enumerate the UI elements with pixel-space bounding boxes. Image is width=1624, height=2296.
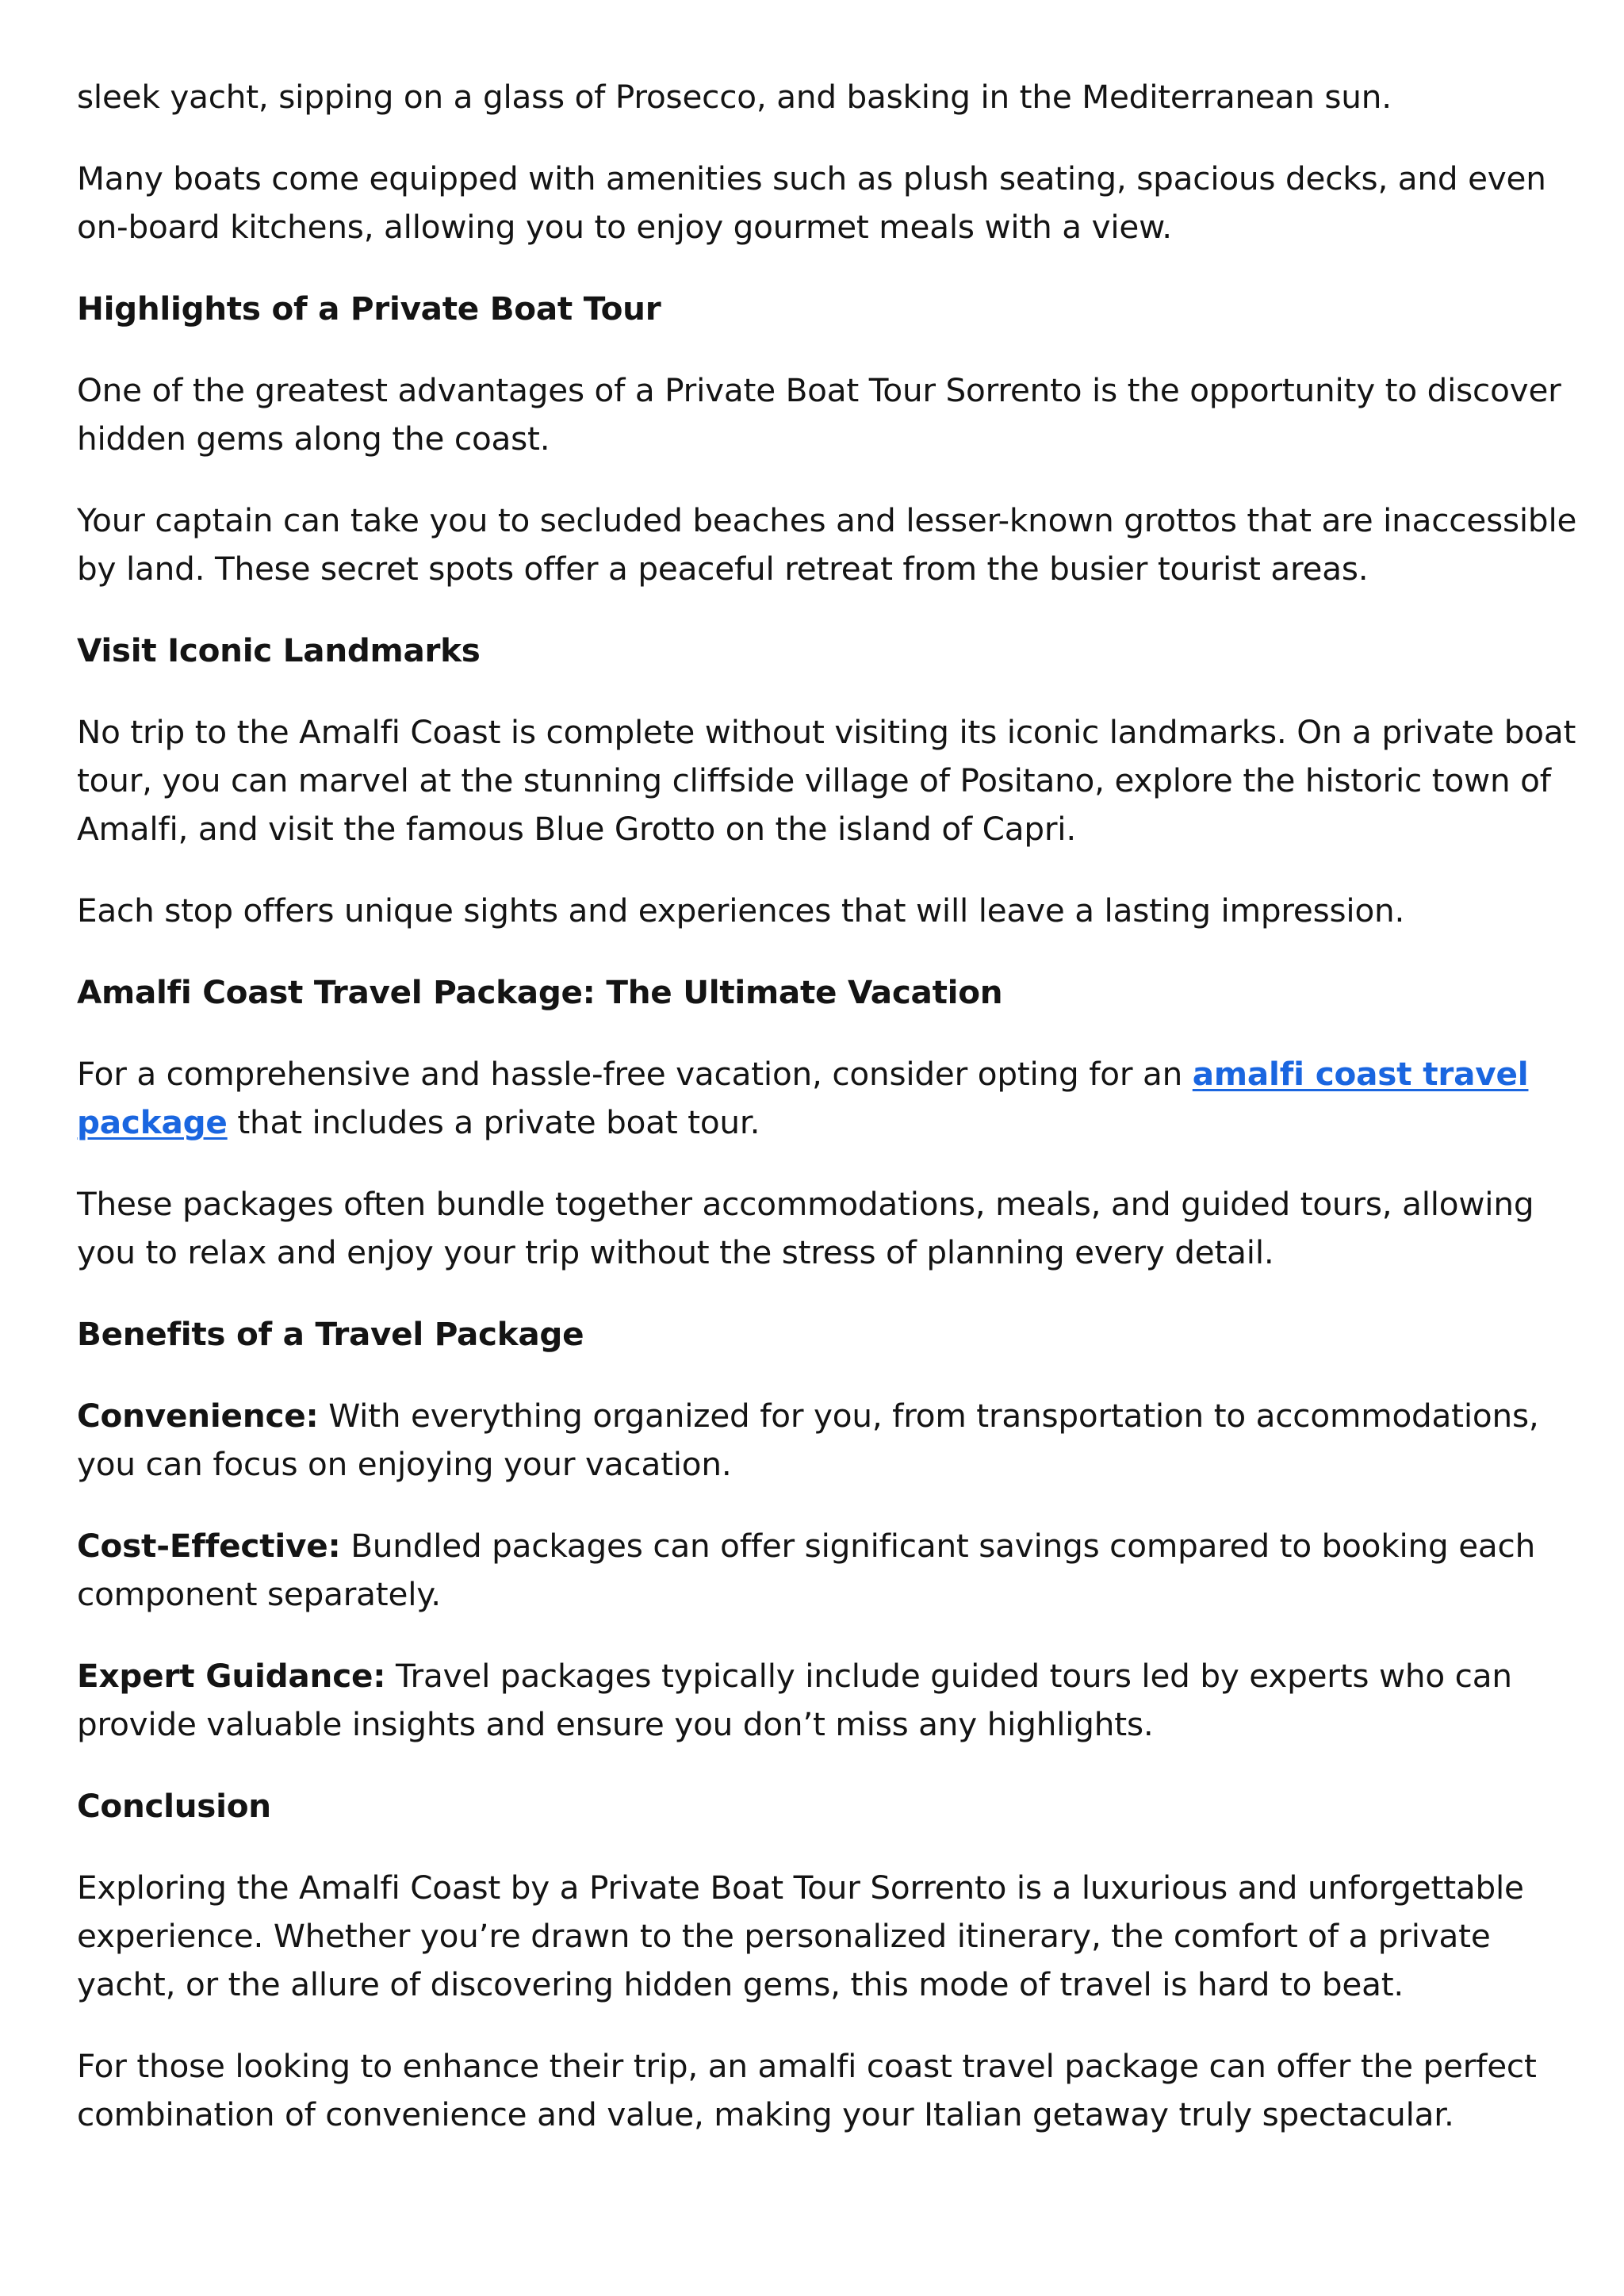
package-heading: Amalfi Coast Travel Package: The Ultimate Vacation bbox=[77, 973, 1003, 1011]
benefit-item-convenience bbox=[77, 1392, 1584, 1489]
benefit-label: Cost-Effective: bbox=[77, 1527, 341, 1565]
package-paragraph-1-before: For a comprehensive and hassle-free vacation, consider opting for an bbox=[77, 1055, 1193, 1093]
amenities-paragraph: Many boats come equipped with amenities such as plush seating, spacious decks, and even on-board kitchens, allowing you to enjoy gourmet meals with a view. bbox=[77, 159, 1546, 246]
benefit-label: Expert Guidance: bbox=[77, 1657, 386, 1695]
package-paragraph-2: These packages often bundle together accommodations, meals, and guided tours, allowing you to relax and enjoy your trip without the stress of planning every detail. bbox=[77, 1185, 1534, 1271]
package-paragraph-1 bbox=[77, 1050, 1584, 1147]
highlights-heading: Highlights of a Private Boat Tour bbox=[77, 289, 661, 328]
conclusion-paragraph-1: Exploring the Amalfi Coast by a Private Boat Tour Sorrento is a luxurious and unforgettable experience. Whether you’re drawn to the personalized itinerary, the comfort of a private yacht, or the allure of discovering hidden gems, this mode of travel is hard to beat. bbox=[77, 1869, 1524, 2003]
benefit-text: With everything organized for you, from transportation to accommodations, you can focus on enjoying your vacation. bbox=[77, 1397, 1539, 1483]
conclusion-heading: Conclusion bbox=[77, 1787, 271, 1825]
benefit-text: Bundled packages can offer significant savings compared to booking each component separately. bbox=[77, 1527, 1536, 1613]
benefits-heading: Benefits of a Travel Package bbox=[77, 1315, 584, 1353]
conclusion-paragraph-2: For those looking to enhance their trip, an amalfi coast travel package can offer the perfect combination of convenience and value, making your Italian getaway truly spectacular. bbox=[77, 2047, 1537, 2133]
article-body bbox=[77, 73, 1584, 2172]
landmarks-paragraph-2: Each stop offers unique sights and experiences that will leave a lasting impression. bbox=[77, 891, 1405, 930]
amalfi-package-link[interactable]: amalfi coast travel package bbox=[77, 1055, 1529, 1141]
intro-fragment: sleek yacht, sipping on a glass of Prosecco, and basking in the Mediterranean sun. bbox=[77, 78, 1392, 116]
benefit-item-expert-guidance bbox=[77, 1652, 1584, 1749]
landmarks-paragraph-1: No trip to the Amalfi Coast is complete without visiting its iconic landmarks. On a private boat tour, you can marvel at the stunning cliffside village of Positano, explore the historic town of Amalfi, and visit the famous Blue Grotto on the island of Capri. bbox=[77, 713, 1576, 848]
highlights-paragraph-1: One of the greatest advantages of a Private Boat Tour Sorrento is the opportunity to discover hidden gems along the coast. bbox=[77, 371, 1561, 458]
benefit-label: Convenience: bbox=[77, 1397, 319, 1435]
highlights-paragraph-2: Your captain can take you to secluded beaches and lesser-known grottos that are inaccessible by land. These secret spots offer a peaceful retreat from the busier tourist areas. bbox=[77, 501, 1577, 588]
benefit-item-cost-effective bbox=[77, 1522, 1584, 1619]
benefit-text: Travel packages typically include guided tours led by experts who can provide valuable insights and ensure you don’t miss any highlights. bbox=[77, 1657, 1512, 1743]
package-paragraph-1-after: that includes a private boat tour. bbox=[227, 1103, 760, 1141]
landmarks-heading: Visit Iconic Landmarks bbox=[77, 631, 481, 669]
